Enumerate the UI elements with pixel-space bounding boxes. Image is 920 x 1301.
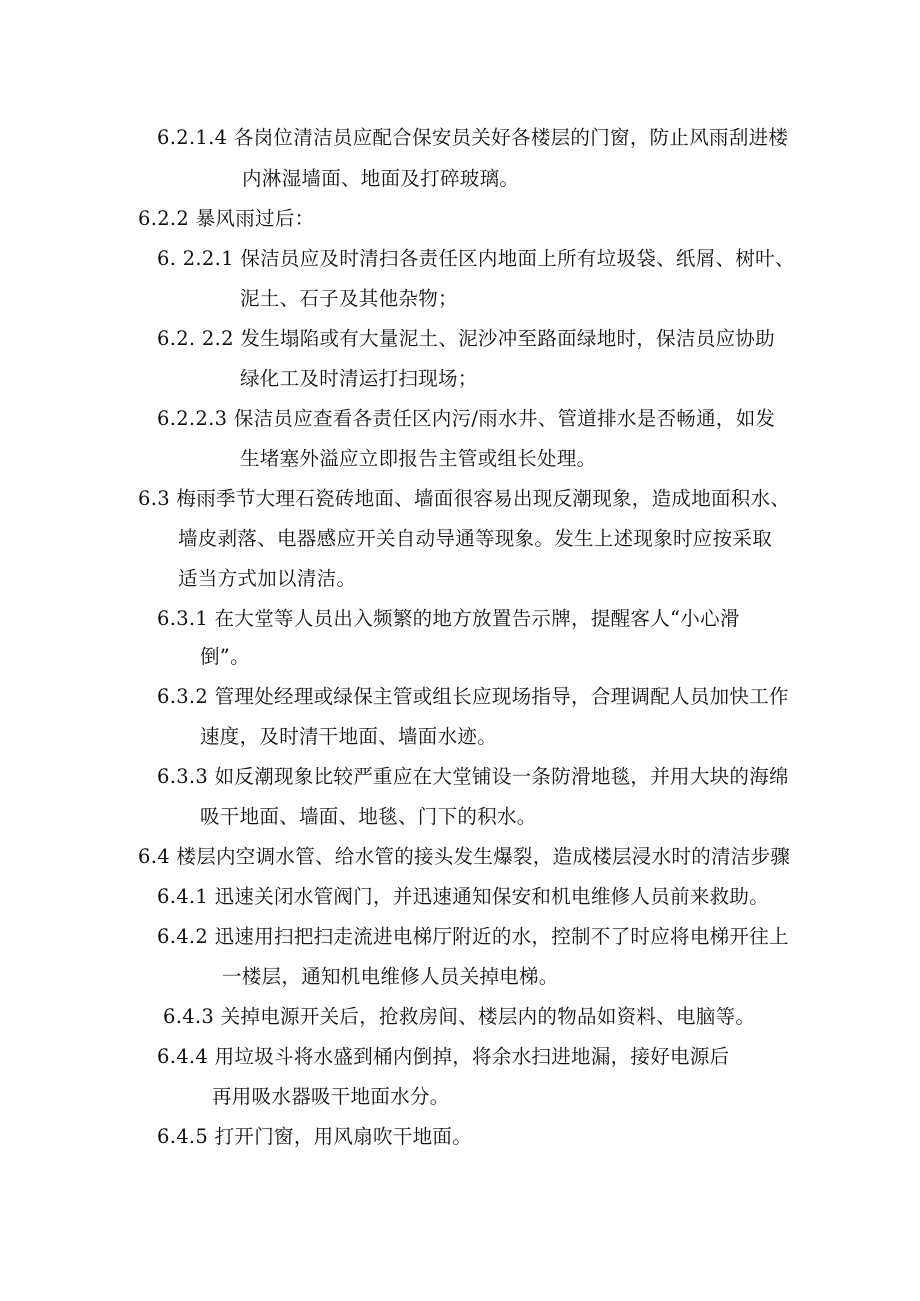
text-line: 6.3.3 如反潮现象比较严重应在大堂铺设一条防滑地毯，并用大块的海绵 [157,765,789,788]
text-line: 倒”。 [200,645,250,668]
text-line: 生堵塞外溢应立即报告主管或组长处理。 [240,447,597,470]
text-line: 泥土、石子及其他杂物； [240,287,458,310]
text-line: 6.4.5 打开门窗，用风扇吹干地面。 [157,1125,473,1148]
text-line: 6. 2.2.1 保洁员应及时清扫各责任区内地面上所有垃圾袋、纸屑、树叶、 [157,247,795,270]
text-line: 内淋湿墙面、地面及打碎玻璃。 [242,167,520,190]
text-line: 6.4.1 迅速关闭水管阀门，并迅速通知保安和机电维修人员前来救助。 [157,885,770,908]
text-line: 墙皮剥落、电器感应开关自动导通等现象。发生上述现象时应按采取 [178,527,773,550]
text-line: 6.4.3 关掉电源开关后，抢救房间、楼层内的物品如资料、电脑等。 [163,1005,756,1028]
text-line: 6.2.1.4 各岗位清洁员应配合保安员关好各楼层的门窗，防止风雨刮进楼 [157,126,789,149]
text-line: 再用吸水器吸干地面水分。 [212,1085,450,1108]
text-line: 速度，及时清干地面、墙面水迹。 [200,725,498,748]
text-line: 6.3 梅雨季节大理石瓷砖地面、墙面很容易出现反潮现象，造成地面积水、 [138,487,791,510]
text-line: 6.2.2.3 保洁员应查看各责任区内污/雨水井、管道排水是否畅通，如发 [157,407,776,430]
text-line: 适当方式加以清洁。 [178,567,357,590]
text-line: 6.2. 2.2 发生塌陷或有大量泥土、泥沙冲至路面绿地时，保洁员应协助 [157,327,775,350]
text-line: 6.4 楼层内空调水管、给水管的接头发生爆裂，造成楼层浸水时的清洁步骤 [138,845,791,868]
text-line: 6.3.1 在大堂等人员出入频繁的地方放置告示牌，提醒客人“小心滑 [157,607,740,630]
text-line: 6.3.2 管理处经理或绿保主管或组长应现场指导，合理调配人员加快工作 [157,685,789,708]
text-line: 6.4.2 迅速用扫把扫走流进电梯厅附近的水，控制不了时应将电梯开往上 [157,925,789,948]
text-line: 6.4.4 用垃圾斗将水盛到桶内倒掉，将余水扫进地漏，接好电源后 [157,1045,730,1068]
text-line: 吸干地面、墙面、地毯、门下的积水。 [200,805,537,828]
text-line: 一楼层，通知机电维修人员关掉电梯。 [222,965,559,988]
text-line: 6.2.2 暴风雨过后： [138,207,315,230]
text-line: 绿化工及时清运打扫现场； [240,367,478,390]
